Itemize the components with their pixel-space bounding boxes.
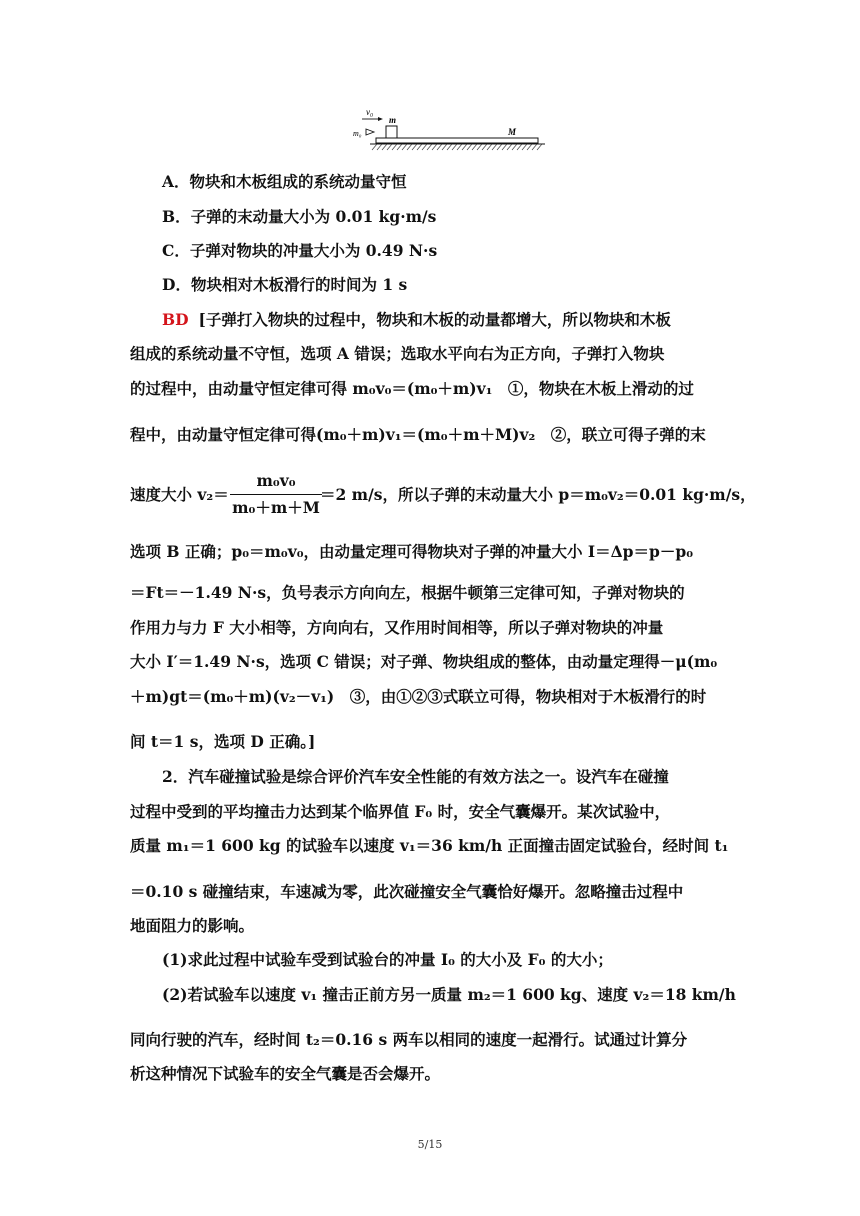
fraction-bar <box>230 494 322 495</box>
problem2-question-1: (1)求此过程中试验车受到试验台的冲量 I₀ 的大小及 F₀ 的大小； <box>162 950 613 969</box>
problem2-line-1: 2．汽车碰撞试验是综合评价汽车安全性能的有效方法之一。设汽车在碰撞 <box>162 767 669 786</box>
option-c: C．子弹对物块的冲量大小为 0.49 N·s <box>162 241 438 260</box>
solution-line-1 <box>162 308 762 332</box>
solution-line-7: ＝Ft＝－1.49 N·s，负号表示方向向左，根据牛顿第三定律可知，子弹对物块的 <box>130 583 685 602</box>
M-label: M <box>508 127 517 137</box>
solution-line-2: 组成的系统动量不守恒，选项 A 错误；选取水平向右为正方向，子弹打入物块 <box>130 344 665 363</box>
block-m <box>386 126 397 138</box>
ground-hatching <box>372 144 542 150</box>
solution-text-1: [子弹打入物块的过程中，物块和木板的动量都增大，所以物块和木板 <box>198 310 671 329</box>
solution-line-11: 间 t＝1 s，选项 D 正确。] <box>130 732 316 751</box>
solution-line-6: 选项 B 正确；p₀＝m₀v₀，由动量定理可得物块对子弹的冲量大小 I＝Δp＝p－p₀ <box>130 542 693 561</box>
problem2-line-4: ＝0.10 s 碰撞结束，车速减为零，此次碰撞安全气囊恰好爆开。忽略撞击过程中 <box>130 882 684 901</box>
velocity-arrow-head <box>378 117 383 121</box>
solution-line-8: 作用力与力 F 大小相等，方向向右，又作用时间相等，所以子弹对物块的冲量 <box>130 618 664 637</box>
solution-line-9: 大小 I′＝1.49 N·s，选项 C 错误；对子弹、物块组成的整体，由动量定理得－μ(m₀ <box>130 652 718 671</box>
fraction-denominator: m₀＋m＋M <box>232 498 320 517</box>
v0-label: v₀ <box>366 107 374 117</box>
problem2-line-2: 过程中受到的平均撞击力达到某个临界值 F₀ 时，安全气囊爆开。某次试验中， <box>130 802 671 821</box>
problem2-question-2-line-1: (2)若试验车以速度 v₁ 撞击正前方另一质量 m₂＝1 600 kg、速度 v₂＝18 km/h <box>162 985 736 1004</box>
problem2-question-2-line-3: 析这种情况下试验车的安全气囊是否会爆开。 <box>130 1064 441 1083</box>
option-b: B．子弹的末动量大小为 0.01 kg·m/s <box>162 207 437 226</box>
option-a: A．物块和木板组成的系统动量守恒 <box>162 172 407 191</box>
velocity-fraction <box>230 470 322 519</box>
problem2-line-3: 质量 m₁＝1 600 kg 的试验车以速度 v₁＝36 km/h 正面撞击固定试验台，经时间 t₁ <box>130 836 729 855</box>
problem2-line-5: 地面阻力的影响。 <box>130 916 255 935</box>
solution-line-5b: ＝2 m/s，所以子弹的末动量大小 p＝m₀v₂＝0.01 kg·m/s， <box>320 485 756 504</box>
m-label: m <box>389 115 397 125</box>
m0-label: m₀ <box>353 129 362 138</box>
solution-line-3: 的过程中，由动量守恒定律可得 m₀v₀＝(m₀＋m)v₁ ①，物块在木板上滑动的过 <box>130 379 694 398</box>
page-number: 5/15 <box>417 1138 443 1151</box>
board-M <box>376 138 538 143</box>
solution-line-4: 程中，由动量守恒定律可得(m₀＋m)v₁＝(m₀＋m＋M)v₂ ②，联立可得子弹的末 <box>130 425 706 444</box>
option-d: D．物块相对木板滑行的时间为 1 s <box>162 275 408 294</box>
bullet-block-board-figure <box>350 104 550 158</box>
fraction-numerator: m₀v₀ <box>256 471 296 490</box>
answer-key: BD <box>162 310 189 329</box>
solution-line-10: ＋m)gt＝(m₀＋m)(v₂－v₁) ③，由①②③式联立可得，物块相对于木板滑行的时 <box>130 687 707 706</box>
solution-line-5a: 速度大小 v₂＝ <box>130 485 229 504</box>
bullet-icon <box>366 129 374 135</box>
problem2-question-2-line-2: 同向行驶的汽车，经时间 t₂＝0.16 s 两车以相同的速度一起滑行。试通过计算分 <box>130 1030 688 1049</box>
